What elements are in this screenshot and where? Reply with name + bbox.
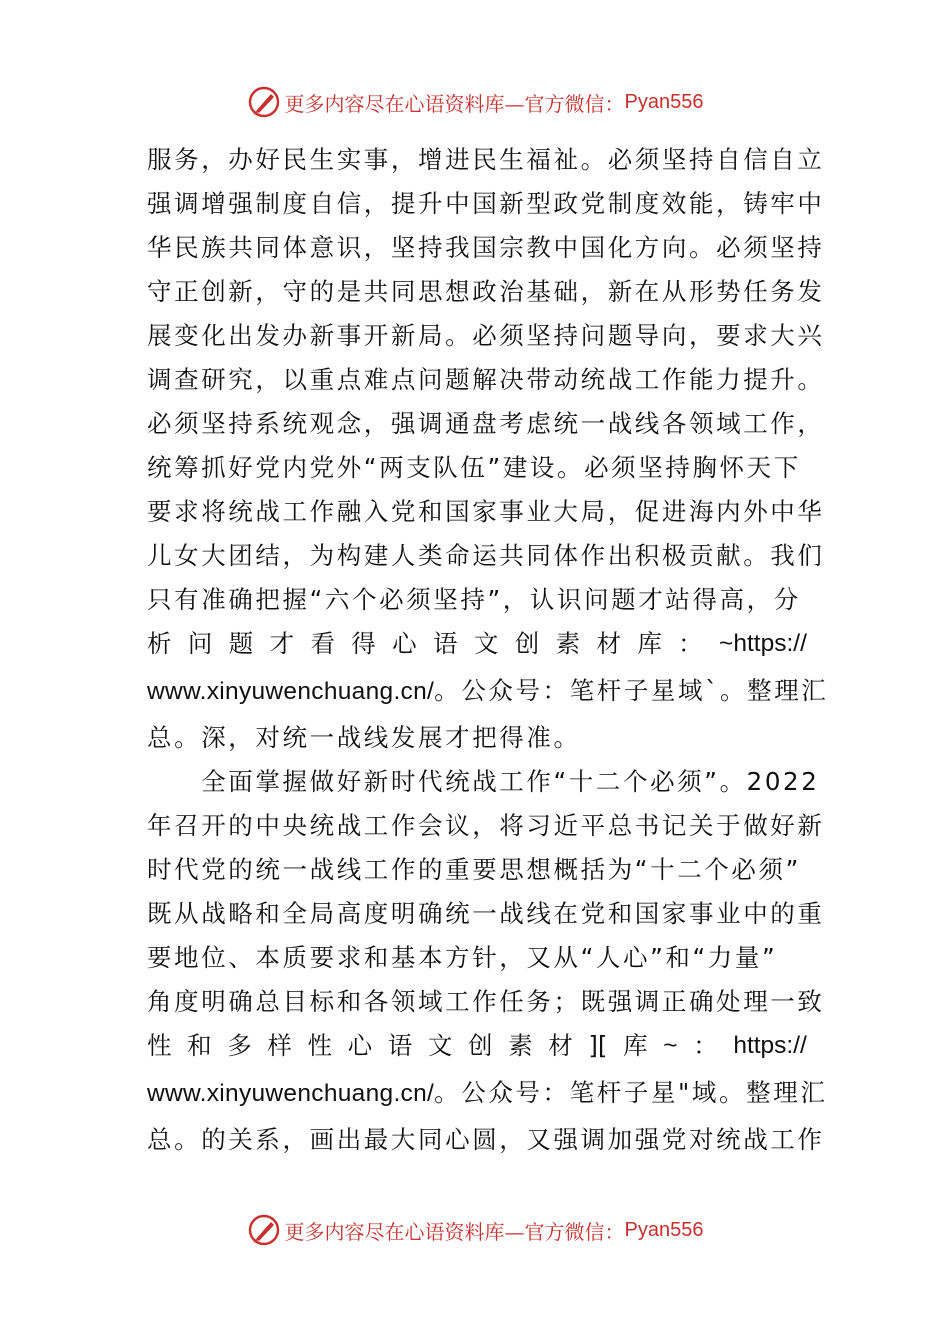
- spaced-glyph: 才: [269, 629, 295, 658]
- spaced-glyph: 文: [427, 1031, 453, 1060]
- spaced-glyph: 文: [473, 629, 499, 658]
- text-line: 要求将统战工作融入党和国家事业大局，促进海内外中华: [147, 497, 825, 526]
- spaced-glyph: 库: [637, 629, 662, 658]
- text-line: 角度明确总目标和各领域工作任务；既强调正确处理一致: [147, 987, 825, 1016]
- spaced-glyph: 库: [623, 1031, 648, 1060]
- spaced-glyph: ：: [678, 629, 703, 658]
- spaced-glyph: 题: [228, 629, 254, 658]
- text-line: 年召开的中央统战工作会议，将习近平总书记关于做好新: [147, 811, 825, 840]
- text-line: 华民族共同体意识，坚持我国宗教中国化方向。必须坚持: [147, 233, 825, 262]
- text-line: 儿女大团结，为构建人类命运共同体作出积极贡献。我们: [147, 541, 825, 570]
- spaced-glyph: 材: [548, 1031, 573, 1060]
- body-text: [147, 138, 829, 1162]
- spaced-glyph: 得: [351, 629, 376, 658]
- spaced-glyph: 创: [468, 1031, 493, 1060]
- spaced-glyph: 语: [387, 1031, 413, 1060]
- text-line: 总。的关系，画出最大同心圆，又强调加强党对统战工作: [147, 1125, 825, 1154]
- spaced-glyph: 语: [433, 629, 458, 658]
- spaced-glyph: 性: [307, 1031, 332, 1060]
- text-line: 展变化出发办新事开新局。必须坚持问题导向，要求大兴: [147, 321, 825, 350]
- watermark-text: 更多内容尽在心语资料库—官方微信：: [284, 1219, 625, 1244]
- spaced-glyph: 性: [147, 1031, 172, 1060]
- spaced-glyph: 析: [147, 629, 172, 658]
- paragraph: [147, 760, 828, 1162]
- text-line: 要地位、本质要求和基本方针，又从“人心”和“力量”: [147, 943, 778, 972]
- spaced-glyph: 材: [596, 629, 621, 658]
- text-line: 调查研究，以重点难点问题解决带动统战工作能力提升。: [147, 365, 825, 394]
- watermark-text: 更多内容尽在心语资料库—官方微信：: [284, 91, 625, 116]
- text-line: 守正创新，守的是共同思想政治基础，新在从形势任务发: [147, 277, 825, 306]
- spaced-glyph: 素: [555, 629, 581, 658]
- text-line: 全面掌握做好新时代统战工作“十二个必须”。2022: [147, 767, 820, 796]
- text-line: 时代党的统一战线工作的重要思想概括为“十二个必须”: [147, 855, 801, 884]
- pen-logo-icon: [247, 85, 281, 119]
- spaced-glyph: https://: [733, 1032, 807, 1059]
- url-line: [147, 666, 829, 716]
- text-line: 既从战略和全局高度明确统一战线在党和国家事业中的重: [147, 899, 825, 928]
- watermark-wechat-id: Pyan556: [624, 90, 704, 113]
- url-line: [147, 1068, 828, 1118]
- justified-line: [147, 1024, 807, 1068]
- watermark-footer: [0, 1210, 950, 1250]
- watermark-wechat-id: Pyan556: [624, 1218, 704, 1241]
- spaced-glyph: 看: [310, 629, 335, 658]
- website-url: www.xinyuwenchuang.cn/: [147, 678, 435, 705]
- spaced-glyph: ][: [588, 1031, 608, 1060]
- watermark-header: [0, 82, 950, 122]
- spaced-glyph: 心: [392, 629, 417, 658]
- text-line: 强调增强制度自信，提升中国新型政党制度效能，铸牢中: [147, 189, 825, 218]
- spaced-glyph: ~https://: [719, 630, 807, 657]
- spaced-glyph: 创: [514, 629, 540, 658]
- spaced-glyph: ：: [693, 1031, 718, 1060]
- spaced-glyph: 和: [187, 1031, 212, 1060]
- spaced-glyph: 问: [187, 629, 213, 658]
- url-line-rest: 。公众号：笔杆子星"域。整理汇: [434, 1078, 828, 1107]
- spaced-glyph: 素: [508, 1031, 533, 1060]
- website-url: www.xinyuwenchuang.cn/: [147, 1080, 435, 1107]
- text-line: 统筹抓好党内党外“两支队伍”建设。必须坚持胸怀天下: [147, 453, 801, 482]
- text-line: 总。深，对统一战线发展才把得准。: [147, 723, 581, 752]
- text-line: 服务，办好民生实事，增进民生福祉。必须坚持自信自立: [147, 145, 825, 174]
- text-line: 必须坚持系统观念，强调通盘考虑统一战线各领域工作，: [147, 409, 825, 438]
- paragraph: [147, 138, 829, 760]
- spaced-glyph: 心: [347, 1031, 373, 1060]
- pen-logo-icon: [247, 1213, 281, 1247]
- justified-line: [147, 622, 807, 666]
- spaced-glyph: 多: [227, 1031, 252, 1060]
- url-line-rest: 。公众号：笔杆子星域`。整理汇: [434, 676, 829, 705]
- spaced-glyph: 样: [267, 1031, 292, 1060]
- spaced-glyph: ~: [663, 1032, 678, 1059]
- text-line: 只有准确把握“六个必须坚持”，认识问题才站得高，分: [147, 585, 801, 614]
